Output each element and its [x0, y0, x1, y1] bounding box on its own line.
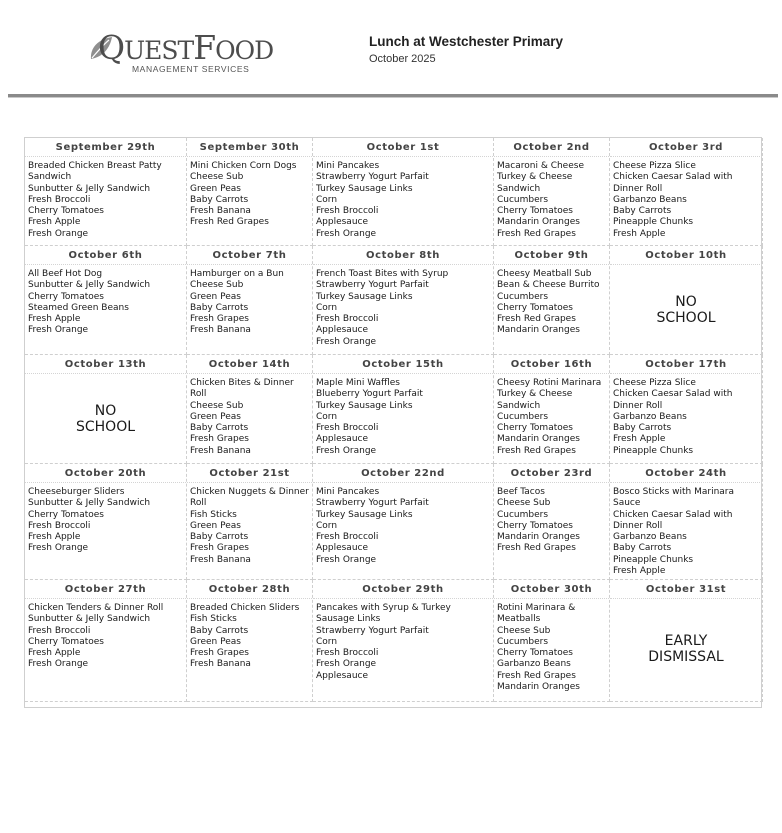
- menu-item: French Toast Bites with Syrup: [316, 269, 449, 279]
- day-date: October 10th: [610, 246, 762, 265]
- menu-item: Cucumbers: [497, 509, 549, 520]
- menu-item: Mini Chicken Corn Dogs: [190, 161, 297, 171]
- menu-item: Bosco Sticks with Marinara Sauce: [613, 487, 735, 509]
- questfood-logo: [88, 28, 288, 76]
- menu-item: Fresh Apple: [613, 566, 666, 577]
- menu-item: Cherry Tomatoes: [497, 302, 573, 313]
- menu-item: Maple Mini Waffles: [316, 378, 400, 388]
- day-cell: [610, 355, 763, 464]
- menu-item: Fresh Red Grapes: [190, 217, 269, 228]
- menu-item: Chicken Caesar Salad with Dinner Roll: [613, 172, 733, 194]
- day-date: October 2nd: [494, 138, 609, 157]
- menu-item: Rotini Marinara & Meatballs: [497, 603, 576, 625]
- menu-item: Fresh Broccoli: [316, 648, 379, 659]
- day-date: October 15th: [313, 355, 493, 374]
- menu-item: Bean & Cheese Burrito: [497, 280, 600, 291]
- menu-item: Fresh Red Grapes: [497, 228, 576, 239]
- menu-item: Chicken Caesar Salad with Dinner Roll: [613, 389, 733, 411]
- menu-item: Mini Pancakes: [316, 161, 380, 171]
- menu-item: Green Peas: [190, 520, 241, 531]
- menu-items-list: [187, 487, 312, 566]
- day-date: October 3rd: [610, 138, 762, 157]
- menu-item: Garbanzo Beans: [613, 532, 687, 543]
- menu-items-list: [313, 161, 493, 240]
- menu-item: Fresh Grapes: [190, 648, 249, 659]
- menu-items-list: [187, 161, 312, 229]
- day-cell: [313, 464, 494, 580]
- day-cell: [494, 246, 610, 355]
- menu-item: All Beef Hot Dog: [28, 269, 103, 279]
- menu-item: Pancakes with Syrup & Turkey Sausage Links: [316, 603, 451, 625]
- menu-item: Strawberry Yogurt Parfait: [316, 172, 429, 183]
- menu-item: Cheese Sub: [190, 280, 244, 291]
- menu-item: Pineapple Chunks: [613, 217, 694, 228]
- menu-item: Fresh Apple: [28, 648, 81, 659]
- day-cell: [25, 246, 187, 355]
- menu-item: Garbanzo Beans: [613, 411, 687, 422]
- menu-items-list: [610, 378, 762, 457]
- day-notice-line: DISMISSAL: [648, 649, 724, 666]
- menu-item: Garbanzo Beans: [497, 659, 571, 670]
- menu-item: Cherry Tomatoes: [497, 206, 573, 217]
- menu-item: Fresh Orange: [316, 554, 377, 565]
- menu-item: Green Peas: [190, 411, 241, 422]
- day-notice: [610, 633, 762, 665]
- menu-items-list: [313, 378, 493, 457]
- menu-item: Mini Pancakes: [316, 487, 380, 497]
- menu-item: Fresh Red Grapes: [497, 314, 576, 325]
- menu-item: Turkey Sausage Links: [316, 183, 413, 194]
- menu-items-list: [610, 487, 762, 577]
- logo-subtitle: MANAGEMENT SERVICES: [132, 64, 250, 74]
- day-cell: [187, 464, 313, 580]
- day-cell: [610, 464, 763, 580]
- day-cell: [187, 246, 313, 355]
- menu-item: Sunbutter & Jelly Sandwich: [28, 498, 151, 509]
- menu-item: Green Peas: [190, 636, 241, 647]
- menu-item: Garbanzo Beans: [613, 194, 687, 205]
- day-cell: [187, 355, 313, 464]
- day-date: October 24th: [610, 464, 762, 483]
- menu-items-list: [313, 487, 493, 566]
- day-date: October 8th: [313, 246, 493, 265]
- menu-items-list: [313, 269, 493, 348]
- menu-item: Cherry Tomatoes: [28, 291, 104, 302]
- day-cell: [187, 580, 313, 702]
- menu-item: Mandarin Oranges: [497, 532, 580, 543]
- menu-item: Corn: [316, 411, 338, 422]
- day-cell: [494, 138, 610, 246]
- menu-item: Fresh Broccoli: [316, 314, 379, 325]
- menu-item: Corn: [316, 194, 338, 205]
- day-date: October 29th: [313, 580, 493, 599]
- menu-item: Fresh Red Grapes: [497, 543, 576, 554]
- day-date: October 23rd: [494, 464, 609, 483]
- day-cell: [313, 580, 494, 702]
- menu-item: Fresh Orange: [316, 445, 377, 456]
- menu-item: Fresh Banana: [190, 445, 251, 456]
- menu-item: Cucumbers: [497, 636, 549, 647]
- menu-item: Fresh Orange: [28, 325, 89, 336]
- menu-item: Baby Carrots: [190, 194, 249, 205]
- menu-item: Fresh Red Grapes: [497, 445, 576, 456]
- menu-item: Fresh Banana: [190, 206, 251, 217]
- menu-item: Fresh Broccoli: [28, 625, 91, 636]
- menu-item: Turkey & Cheese Sandwich: [497, 172, 573, 194]
- menu-item: Baby Carrots: [190, 423, 249, 434]
- day-date: October 17th: [610, 355, 762, 374]
- menu-item: Chicken Tenders & Dinner Roll: [28, 603, 164, 613]
- day-date: October 9th: [494, 246, 609, 265]
- menu-item: Cherry Tomatoes: [28, 509, 104, 520]
- day-cell: [25, 355, 187, 464]
- menu-item: Applesauce: [316, 217, 369, 228]
- logo-wordmark: QUESTFOOD: [98, 28, 274, 67]
- day-date: October 22nd: [313, 464, 493, 483]
- menu-item: Breaded Chicken Sliders: [190, 603, 300, 613]
- day-cell: [610, 138, 763, 246]
- menu-item: Breaded Chicken Breast Patty Sandwich: [28, 161, 162, 183]
- menu-items-list: [494, 603, 609, 693]
- menu-item: Baby Carrots: [613, 206, 672, 217]
- day-date: October 31st: [610, 580, 762, 599]
- header-divider: [8, 94, 778, 98]
- menu-item: Cherry Tomatoes: [497, 520, 573, 531]
- day-date: October 6th: [25, 246, 186, 265]
- menu-item: Fresh Orange: [316, 659, 377, 670]
- menu-item: Applesauce: [316, 670, 369, 681]
- menu-item: Baby Carrots: [190, 625, 249, 636]
- menu-item: Macaroni & Cheese: [497, 161, 584, 171]
- day-date: October 16th: [494, 355, 609, 374]
- menu-item: Baby Carrots: [190, 302, 249, 313]
- day-cell: [313, 246, 494, 355]
- menu-items-list: [187, 603, 312, 671]
- menu-item: Cheese Pizza Slice: [613, 378, 696, 388]
- menu-item: Fresh Orange: [28, 228, 89, 239]
- day-notice: [610, 294, 762, 326]
- day-notice-line: NO: [675, 293, 697, 310]
- menu-item: Strawberry Yogurt Parfait: [316, 498, 429, 509]
- menu-item: Turkey Sausage Links: [316, 400, 413, 411]
- day-cell: [25, 138, 187, 246]
- menu-item: Cherry Tomatoes: [497, 423, 573, 434]
- menu-item: Fresh Orange: [316, 336, 377, 347]
- menu-item: Fresh Apple: [613, 228, 666, 239]
- menu-item: Sunbutter & Jelly Sandwich: [28, 614, 151, 625]
- menu-item: Fresh Banana: [190, 659, 251, 670]
- menu-items-list: [494, 269, 609, 337]
- menu-items-list: [25, 269, 186, 337]
- menu-item: Sunbutter & Jelly Sandwich: [28, 183, 151, 194]
- menu-item: Fresh Broccoli: [316, 423, 379, 434]
- menu-items-list: [313, 603, 493, 682]
- menu-item: Fresh Broccoli: [28, 520, 91, 531]
- menu-item: Mandarin Oranges: [497, 325, 580, 336]
- menu-item: Cucumbers: [497, 291, 549, 302]
- menu-item: Mandarin Oranges: [497, 682, 580, 693]
- menu-item: Steamed Green Beans: [28, 302, 129, 313]
- day-date: October 13th: [25, 355, 186, 374]
- menu-item: Fresh Orange: [28, 659, 89, 670]
- menu-item: Cheesy Meatball Sub: [497, 269, 592, 279]
- day-date: October 27th: [25, 580, 186, 599]
- menu-item: Fresh Grapes: [190, 434, 249, 445]
- menu-item: Strawberry Yogurt Parfait: [316, 280, 429, 291]
- menu-item: Fresh Grapes: [190, 543, 249, 554]
- menu-item: Corn: [316, 520, 338, 531]
- menu-item: Baby Carrots: [613, 543, 672, 554]
- menu-item: Cucumbers: [497, 194, 549, 205]
- menu-item: Cucumbers: [497, 411, 549, 422]
- menu-item: Applesauce: [316, 325, 369, 336]
- menu-items-list: [494, 378, 609, 457]
- menu-item: Fish Sticks: [190, 614, 237, 625]
- menu-item: Blueberry Yogurt Parfait: [316, 389, 423, 400]
- menu-item: Cheese Pizza Slice: [613, 161, 696, 171]
- menu-item: Corn: [316, 302, 338, 313]
- menu-item: Cherry Tomatoes: [497, 648, 573, 659]
- menu-item: Green Peas: [190, 291, 241, 302]
- menu-item: Sunbutter & Jelly Sandwich: [28, 280, 151, 291]
- menu-items-list: [494, 487, 609, 555]
- day-cell: [494, 580, 610, 702]
- day-date: October 1st: [313, 138, 493, 157]
- day-date: October 20th: [25, 464, 186, 483]
- menu-item: Fresh Broccoli: [316, 532, 379, 543]
- menu-item: Fresh Banana: [190, 325, 251, 336]
- day-cell: [494, 355, 610, 464]
- menu-item: Fresh Broccoli: [316, 206, 379, 217]
- menu-item: Cheesy Rotini Marinara: [497, 378, 602, 388]
- menu-item: Fresh Apple: [613, 434, 666, 445]
- menu-item: Cherry Tomatoes: [28, 636, 104, 647]
- page-title: Lunch at Westchester Primary: [369, 34, 564, 49]
- menu-calendar: [24, 137, 762, 708]
- menu-item: Fresh Apple: [28, 314, 81, 325]
- menu-item: Baby Carrots: [190, 532, 249, 543]
- day-notice-line: EARLY: [664, 633, 708, 650]
- menu-item: Applesauce: [316, 543, 369, 554]
- menu-item: Mandarin Oranges: [497, 434, 580, 445]
- menu-item: Chicken Bites & Dinner Roll: [190, 378, 294, 400]
- day-cell: [25, 464, 187, 580]
- menu-items-list: [610, 161, 762, 240]
- menu-item: Fish Sticks: [190, 509, 237, 520]
- day-cell: [610, 580, 763, 702]
- menu-item: Applesauce: [316, 434, 369, 445]
- day-date: October 28th: [187, 580, 312, 599]
- menu-item: Pineapple Chunks: [613, 554, 694, 565]
- menu-item: Baby Carrots: [613, 423, 672, 434]
- menu-item: Fresh Orange: [28, 543, 89, 554]
- menu-item: Cheese Sub: [497, 498, 551, 509]
- menu-items-list: [25, 487, 186, 555]
- day-date: October 7th: [187, 246, 312, 265]
- menu-items-list: [494, 161, 609, 240]
- menu-item: Fresh Apple: [28, 217, 81, 228]
- day-cell: [610, 246, 763, 355]
- day-notice-line: SCHOOL: [656, 309, 716, 326]
- menu-item: Mandarin Oranges: [497, 217, 580, 228]
- menu-item: Fresh Grapes: [190, 314, 249, 325]
- menu-item: Chicken Nuggets & Dinner Roll: [190, 487, 309, 509]
- menu-item: Turkey Sausage Links: [316, 509, 413, 520]
- day-cell: [187, 138, 313, 246]
- menu-item: Strawberry Yogurt Parfait: [316, 625, 429, 636]
- menu-items-list: [187, 378, 312, 457]
- menu-item: Turkey & Cheese Sandwich: [497, 389, 573, 411]
- menu-item: Cheese Sub: [190, 172, 244, 183]
- menu-item: Turkey Sausage Links: [316, 291, 413, 302]
- day-cell: [313, 138, 494, 246]
- menu-item: Pineapple Chunks: [613, 445, 694, 456]
- day-date: September 30th: [187, 138, 312, 157]
- menu-item: Fresh Red Grapes: [497, 670, 576, 681]
- menu-item: Chicken Caesar Salad with Dinner Roll: [613, 509, 733, 531]
- menu-item: Fresh Banana: [190, 554, 251, 565]
- day-notice-line: SCHOOL: [75, 418, 136, 435]
- menu-item: Cheese Sub: [497, 625, 551, 636]
- menu-item: Fresh Broccoli: [28, 194, 91, 205]
- day-date: October 21st: [187, 464, 312, 483]
- menu-items-list: [25, 161, 186, 240]
- menu-item: Cherry Tomatoes: [28, 206, 104, 217]
- menu-items-list: [25, 603, 186, 671]
- menu-items-list: [187, 269, 312, 337]
- day-cell: [494, 464, 610, 580]
- day-date: October 30th: [494, 580, 609, 599]
- menu-item: Green Peas: [190, 183, 241, 194]
- day-notice: [25, 403, 186, 435]
- menu-item: Beef Tacos: [497, 487, 545, 497]
- menu-item: Cheeseburger Sliders: [28, 487, 125, 497]
- day-cell: [313, 355, 494, 464]
- menu-item: Fresh Orange: [316, 228, 377, 239]
- page-subtitle: October 2025: [369, 53, 436, 65]
- menu-item: Hamburger on a Bun: [190, 269, 284, 279]
- menu-item: Fresh Apple: [28, 532, 81, 543]
- day-date: September 29th: [25, 138, 186, 157]
- day-notice-line: NO: [94, 402, 117, 419]
- menu-item: Cheese Sub: [190, 400, 244, 411]
- day-date: October 14th: [187, 355, 312, 374]
- day-cell: [25, 580, 187, 702]
- menu-item: Corn: [316, 636, 338, 647]
